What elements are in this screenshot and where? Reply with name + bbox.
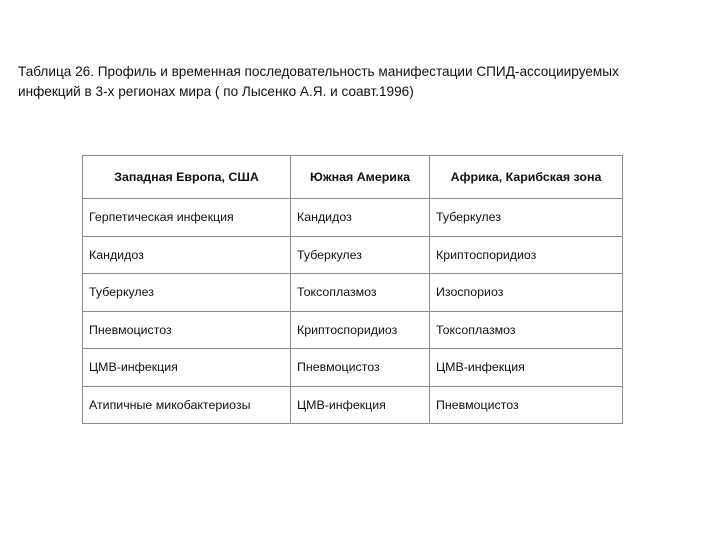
table-cell: Изоспориоз [430,274,623,312]
table-cell: Криптоспоридиоз [291,311,430,349]
table-cell: Пневмоцистоз [291,349,430,387]
table-row [83,274,623,312]
caption-line-2: инфекций в 3-х регионах мира ( по Лысенко А.Я. и соавт.1996) [18,84,414,99]
table-row [83,311,623,349]
table-header-row [83,156,623,199]
table-cell: Токсоплазмоз [291,274,430,312]
table-row [83,349,623,387]
header-western-europe-usa: Западная Европа, США [83,156,291,199]
table-cell: Пневмоцистоз [430,386,623,424]
table-cell: Туберкулез [291,236,430,274]
table-cell: Туберкулез [430,199,623,237]
infections-table [82,155,623,424]
table-cell: Туберкулез [83,274,291,312]
table-caption [18,62,678,102]
table-cell: Кандидоз [83,236,291,274]
table-cell: Атипичные микобактериозы [83,386,291,424]
caption-line-1: Таблица 26. Профиль и временная последовательность манифестации СПИД-ассоциируемых [18,64,619,79]
table-row [83,236,623,274]
table-row [83,199,623,237]
table-cell: ЦМВ-инфекция [430,349,623,387]
header-africa-caribbean: Африка, Карибская зона [430,156,623,199]
table-cell: ЦМВ-инфекция [291,386,430,424]
table-cell: ЦМВ-инфекция [83,349,291,387]
table-cell: Токсоплазмоз [430,311,623,349]
table-cell: Герпетическая инфекция [83,199,291,237]
table-cell: Пневмоцистоз [83,311,291,349]
header-south-america: Южная Америка [291,156,430,199]
table-row [83,386,623,424]
table-cell: Криптоспоридиоз [430,236,623,274]
table-cell: Кандидоз [291,199,430,237]
